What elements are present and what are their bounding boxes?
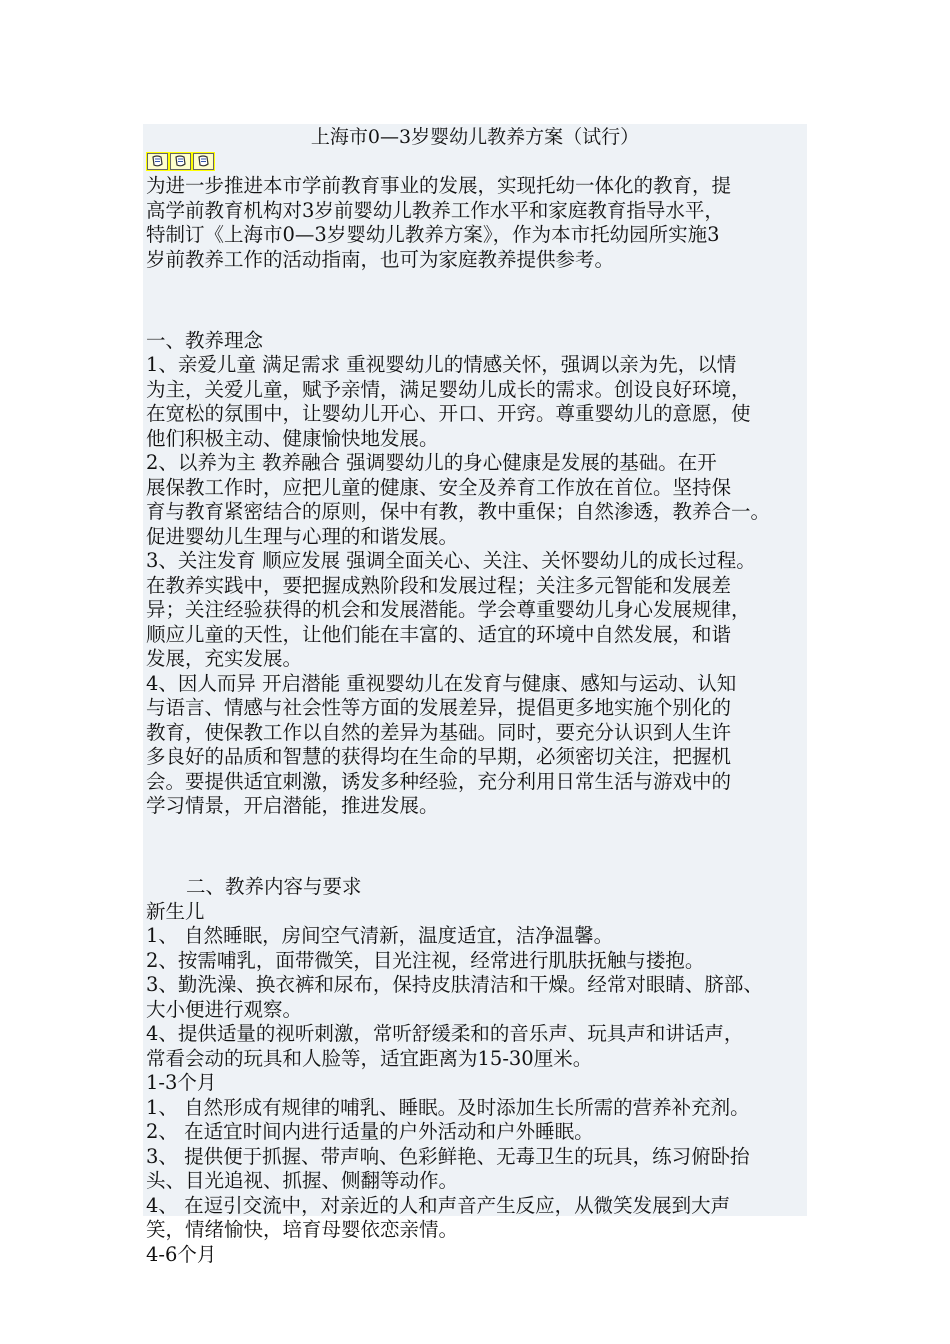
text-line: 会。要提供适宜刺激，诱发多种经验，充分利用日常生活与游戏中的 <box>146 769 732 793</box>
scroll-icon <box>147 153 168 170</box>
scroll-icon <box>170 153 191 170</box>
text-line: 发展，充实发展。 <box>146 647 303 670</box>
text-line: 特制订《上海市0—3岁婴幼儿教养方案》，作为本市托幼园所实施3 <box>146 223 720 246</box>
text-line: 3、关注发育 顺应发展 强调全面关心、关注、关怀婴幼儿的成长过程。 <box>146 549 756 572</box>
text-line: 4、因人而异 开启潜能 重视婴幼儿在发育与健康、感知与运动、认知 <box>146 671 737 695</box>
text-line: 他们积极主动、健康愉快地发展。 <box>146 426 439 450</box>
text-line: 展保教工作时，应把儿童的健康、安全及养育工作放在首位。坚持保 <box>146 475 732 499</box>
text-line: 笑，情绪愉快，培育母婴依恋亲情。 <box>146 1218 459 1241</box>
text-line: 在宽松的氛围中，让婴幼儿开心、开口、开窍。尊重婴幼儿的意愿，使 <box>146 402 751 425</box>
text-line: 教育，使保教工作以自然的差异为基础。同时，要充分认识到人生许 <box>146 720 732 744</box>
text-line: 2、以养为主 教养融合 强调婴幼儿的身心健康是发展的基础。在开 <box>146 451 717 474</box>
text-line: 1、亲爱儿童 满足需求 重视婴幼儿的情感关怀，强调以亲为先，以情 <box>146 353 737 376</box>
text-line: 在教养实践中，要把握成熟阶段和发展过程；关注多元智能和发展差 <box>146 573 732 597</box>
text-line: 一、教养理念 <box>146 328 264 352</box>
text-line: 岁前教养工作的活动指南，也可为家庭教养提供参考。 <box>146 247 615 271</box>
text-line: 4、 在逗引交流中，对亲近的人和声音产生反应，从微笑发展到大声 <box>146 1193 731 1217</box>
text-line: 学习情景，开启潜能，推进发展。 <box>146 794 439 817</box>
text-line: 与语言、情感与社会性等方面的发展差异，提倡更多地实施个别化的 <box>146 696 732 719</box>
scroll-icon <box>193 153 214 170</box>
text-line: 1、 自然睡眠，房间空气清新，温度适宜，洁净温馨。 <box>146 924 614 947</box>
text-line: 顺应儿童的天性，让他们能在丰富的、适宜的环境中自然发展，和谐 <box>146 622 732 646</box>
text-line: 2、 在适宜时间内进行适量的户外活动和户外睡眠。 <box>146 1120 594 1143</box>
text-line: 二、教养内容与要求 <box>186 875 362 898</box>
text-line: 新生儿 <box>146 899 205 923</box>
text-line: 大小便进行观察。 <box>146 997 303 1021</box>
text-line: 3、 提供便于抓握、带声响、色彩鲜艳、无毒卫生的玩具，练习俯卧抬 <box>146 1144 750 1168</box>
text-line: 为进一步推进本市学前教育事业的发展，实现托幼一体化的教育，提 <box>146 174 732 197</box>
text-line: 2、按需哺乳，面带微笑，目光注视，经常进行肌肤抚触与搂抱。 <box>146 948 705 972</box>
document-page <box>143 124 807 1266</box>
text-line: 常看会动的玩具和人脸等，适宜距离为15-30厘米。 <box>146 1046 593 1070</box>
text-line: 异；关注经验获得的机会和发展潜能。学会尊重婴幼儿身心发展规律， <box>146 598 751 621</box>
text-line: 促进婴幼儿生理与心理的和谐发展。 <box>146 524 459 548</box>
text-line: 1、 自然形成有规律的哺乳、睡眠。及时添加生长所需的营养补充剂。 <box>146 1095 750 1119</box>
text-line: 为主，关爱儿童，赋予亲情，满足婴幼儿成长的需求。创设良好环境， <box>146 377 751 401</box>
document-title: 上海市0—3岁婴幼儿教养方案（试行） <box>310 126 640 148</box>
icon-toolbar <box>146 152 215 171</box>
document-body <box>146 174 806 1267</box>
text-line: 育与教育紧密结合的原则，保中有教，教中重保；自然渗透，教养合一。 <box>146 500 771 523</box>
blank-line <box>146 288 806 313</box>
text-line: 1-3个月 <box>146 1071 217 1094</box>
text-line: 4、提供适量的视听刺激，常听舒缓柔和的音乐声、玩具声和讲话声， <box>146 1022 744 1045</box>
blank-line <box>146 835 806 860</box>
text-line: 高学前教育机构对3岁前婴幼儿教养工作水平和家庭教育指导水平， <box>146 198 724 222</box>
text-line: 头、目光追视、抓握、侧翻等动作。 <box>146 1169 459 1192</box>
text-line: 多良好的品质和智慧的获得均在生命的早期，必须密切关注，把握机 <box>146 745 732 768</box>
text-line: 3、勤洗澡、换衣裤和尿布，保持皮肤清洁和干燥。经常对眼睛、脐部、 <box>146 973 763 996</box>
text-line: 4-6个月 <box>146 1242 217 1266</box>
